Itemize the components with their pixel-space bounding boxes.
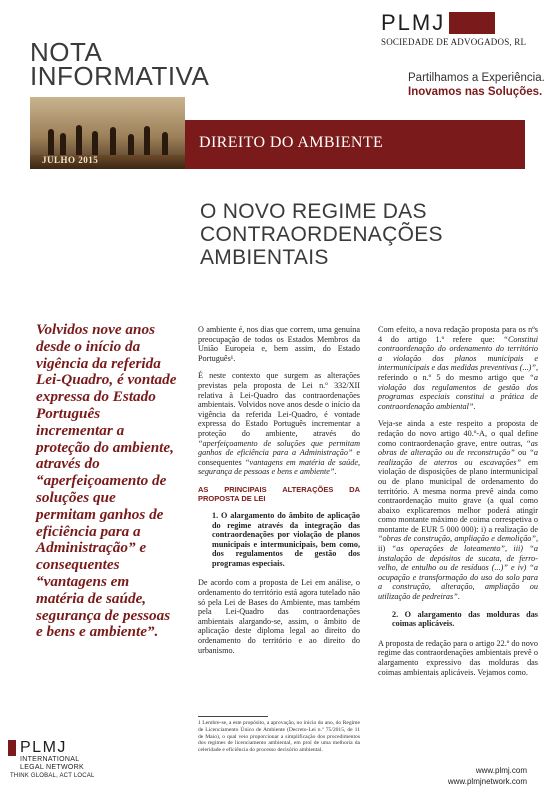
footer-logo (8, 740, 118, 779)
network-line-2: LEGAL NETWORK (20, 763, 84, 771)
document-title (30, 37, 210, 91)
footer-links (448, 765, 527, 787)
paragraph: Com efeito, a nova redação proposta para os nºs 4 do artigo 1.º refere que: “Constitui contraordenação do ordenamento do território a violação dos planos municipais e intermunicipais e das medidas preventivas (...)”, referindo o n.º 5 do mesmo artigo que “a violação dos regulamentos de gestão dos programas especiais constitui a prática de contraordenação ambiental”. (378, 325, 538, 411)
paragraph: Veja-se ainda a este respeito a proposta de redação do novo artigo 40.º-A, o qual define como contraordenação grave, entre outras, “as obras de alteração ou de reconstrução” ou “a realização de aterros ou escavações” em violação de disposições de plano intermunicipal ou de plano municipal de ordenamento do território. A mesma norma prevê ainda como contraordenação muito grave (a qual como abaixo explicaremos melhor poderá atingir como montante máximo de coima correspetiva o montante de EUR 5 000 000): i) a realização de “obras de construção, ampliação e demolição”, ii) “as operações de loteamento”, iii) “a instalação de depósitos de sucata, de ferro-velho, de entulho ou de resíduos (...)” e iv) “a ocupação e transformação do uso do solo para a construção, alteração, ampliação ou utilização de pedreiras”. (378, 419, 539, 602)
tagline-line-2: Inovamos nas Soluções. (408, 86, 543, 98)
brand-logo (381, 12, 541, 47)
footnote-rule (198, 716, 268, 717)
network-line-1: INTERNATIONAL (20, 756, 80, 763)
footnote: 1 Lembre-se, a este propósito, a aprovação, no início do ano, do Regime de Licenciamento Único de Ambiente (Decreto-Lei n.º 75/2015, de 11 de Maio), o qual veio proporcionar a simplificação dos procedimentos dos regimes de licenciamento ambiental, em prol de uma melhoria da celeridade e eficiência do processo decisório ambiental. (198, 720, 360, 754)
tagline-line-1: Partilhamos a Experiência. (408, 72, 545, 84)
section-label: DIREITO DO AMBIENTE (199, 134, 384, 151)
brand-name: PLMJ (381, 10, 446, 35)
network-website-link[interactable]: www.plmjnetwork.com (447, 777, 527, 786)
website-link[interactable]: www.plmj.com (475, 766, 527, 775)
paragraph: O ambiente é, nos dias que correm, uma genuína preocupação de todos os Estados Membros da União Europeia e, bem assim, do Estado Português¹. (198, 325, 360, 363)
tagline (408, 71, 545, 99)
header-photo (30, 97, 185, 169)
section-heading: AS PRINCIPAIS ALTERAÇÕES DA PROPOSTA DE LEI (198, 484, 360, 503)
section-bar (185, 120, 525, 169)
title-line-1: NOTA (30, 37, 103, 67)
issue-date: JULHO 2015 (42, 155, 99, 165)
paragraph: De acordo com a proposta de Lei em análise, o ordenamento do território está agora tutelado não só pela Lei de Bases do Ambiente, mas também pela Lei-Quadro das contraordenações ambientais alargando-se, assim, o âmbito de aplicação deste diploma legal ao direito do ordenamento do território e ao direito do urbanismo. (198, 578, 360, 655)
brand-mark-icon (449, 12, 495, 34)
brand-subtitle: SOCIEDADE DE ADVOGADOS, RL (381, 37, 527, 47)
footer-brand: PLMJ (20, 739, 67, 756)
numbered-item: 1. O alargamento do âmbito de aplicação do regime através da integração das contraordenações por violação de planos municipais e intermunicipais, bem como, dos regulamentos de gestão dos programas especiais. (212, 510, 360, 568)
article-title: O NOVO REGIME DAS CONTRAORDENAÇÕES AMBIENTAIS (200, 200, 443, 269)
numbered-item: 2. O alargamento das molduras das coimas aplicáveis. (392, 609, 538, 629)
pull-quote: Volvidos nove anos desde o início da vigência da referida Lei-Quadro, é vontade expressa do Estado Português incrementar a proteção do ambiente, através do “aperfeiçoamento de soluções que permitam ganhos de eficiência para a Administração” e consequentes “vantagens em matéria de saúde, segurança de pessoas e bens e ambiente”. (36, 321, 177, 641)
body-column-1 (198, 325, 360, 663)
body-column-2 (378, 325, 538, 685)
title-line-2: INFORMATIVA (30, 61, 210, 91)
paragraph: A proposta de redação para o artigo 22.º do novo regime das contraordenações ambientais prevê o alargamento expressivo das molduras das coimas ambientais aplicáveis. Vejamos como. (378, 638, 538, 677)
footer-slogan: THINK GLOBAL, ACT LOCAL (10, 773, 95, 779)
paragraph: É neste contexto que surgem as alterações previstas pela proposta de Lei n.º 332/XII relativa à Lei-Quadro das contraordenações ambientais. Volvidos nove anos desde o início da vigência da referida Lei-Quadro, é vontade expressa do Estado Português incrementar a proteção do ambiente, através do “aperfeiçoamento de soluções que permitam ganhos de eficiência para a Administração” e consequentes “vantagens em matéria de saúde, segurança de pessoas e bens e ambiente”. (198, 371, 360, 477)
network-mark-icon (8, 740, 16, 756)
